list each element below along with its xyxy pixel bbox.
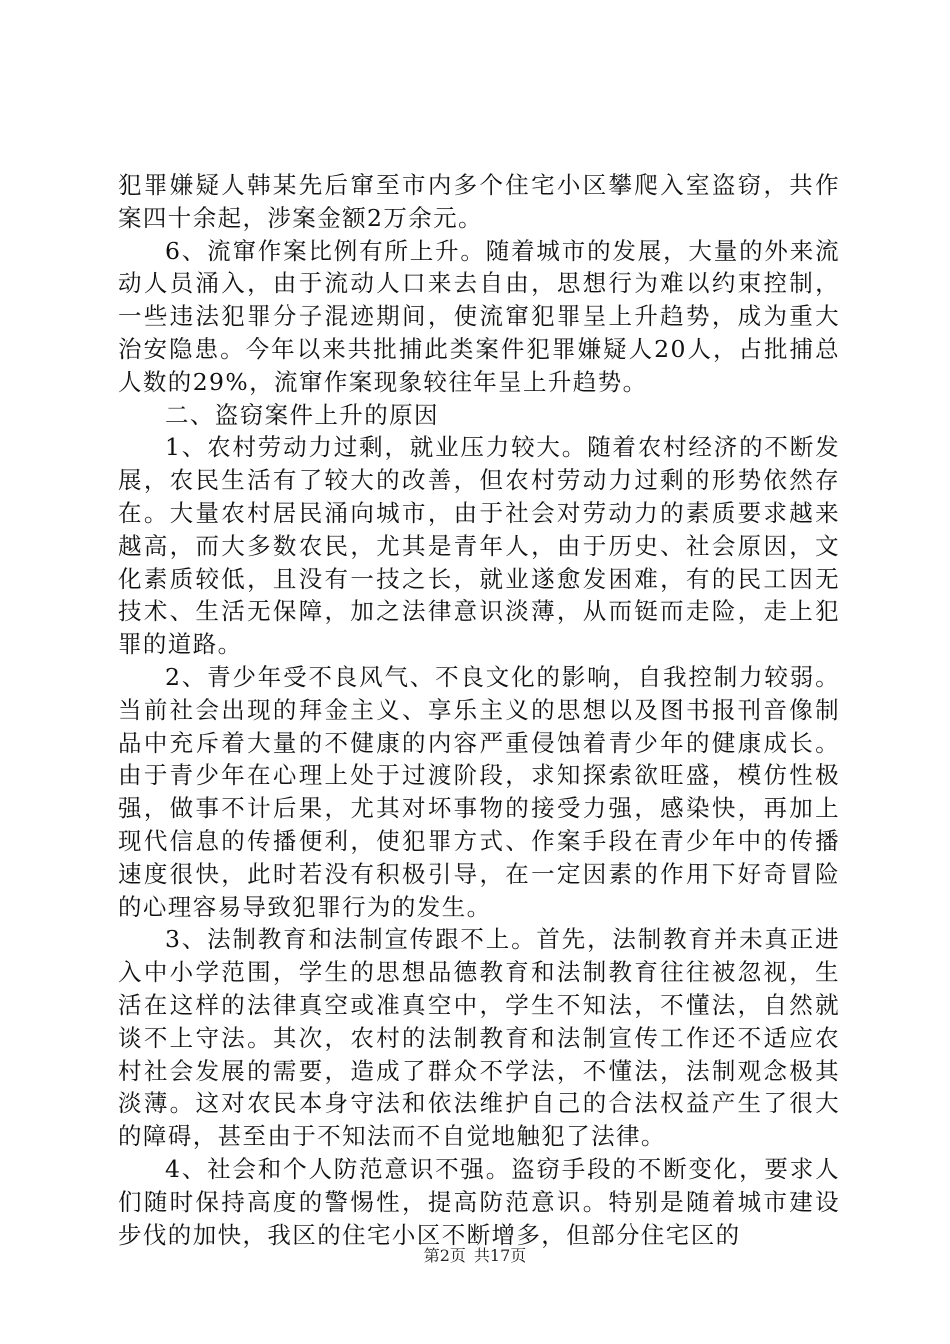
page-footer bbox=[0, 1243, 950, 1266]
paragraph-cause-3: 3、法制教育和法制宣传跟不上。首先，法制教育并未真正进入中小学范围，学生的思想品德教育和法制教育往往被忽视，生活在这样的法律真空或准真空中，学生不知法，不懂法，自然就谈不上守法。其次，农村的法制教育和法制宣传工作还不适应农村社会发展的需要，造成了群众不学法，不懂法，法制观念极其淡薄。这对农民本身守法和依法维护自己的合法权益产生了很大的障碍，甚至由于不知法而不自觉地触犯了法律。 bbox=[118, 925, 840, 1151]
paragraph-item-6: 6、流窜作案比例有所上升。随着城市的发展，大量的外来流动人员涌入，由于流动人口来去自由，思想行为难以约束控制，一些违法犯罪分子混迹期间，使流窜犯罪呈上升趋势，成为重大治安隐患。今年以来共批捕此类案件犯罪嫌疑人20人，占批捕总人数的29%，流窜作案现象较往年呈上升趋势。 bbox=[118, 236, 840, 396]
page-number-total: 共17页 bbox=[473, 1246, 527, 1265]
paragraph-continuation: 犯罪嫌疑人韩某先后窜至市内多个住宅小区攀爬入室盗窃，共作案四十余起，涉案金额2万余元。 bbox=[118, 171, 840, 232]
page-number-current: 第2页 bbox=[423, 1246, 466, 1265]
paragraph-cause-4: 4、社会和个人防范意识不强。盗窃手段的不断变化，要求人们随时保持高度的警惕性，提高防范意识。特别是随着城市建设步伐的加快，我区的住宅小区不断增多，但部分住宅区的 bbox=[118, 1154, 840, 1249]
paragraph-cause-2: 2、青少年受不良风气、不良文化的影响，自我控制力较弱。当前社会出现的拜金主义、享乐主义的思想以及图书报刊音像制品中充斥着大量的不健康的内容严重侵蚀着青少年的健康成长。由于青少年在心理上处于过渡阶段，求知探索欲旺盛，模仿性极强，做事不计后果，尤其对坏事物的接受力强，感染快，再加上现代信息的传播便利，使犯罪方式、作案手段在青少年中的传播速度很快，此时若没有积极引导，在一定因素的作用下好奇冒险的心理容易导致犯罪行为的发生。 bbox=[118, 662, 840, 921]
paragraph-cause-1: 1、农村劳动力过剩，就业压力较大。随着农村经济的不断发展，农民生活有了较大的改善，但农村劳动力过剩的形势依然存在。大量农村居民涌向城市，由于社会对劳动力的素质要求越来越高，而大多数农民，尤其是青年人，由于历史、社会原因，文化素质较低，且没有一技之长，就业遂愈发困难，有的民工因无技术、生活无保障，加之法律意识淡薄，从而铤而走险，走上犯罪的道路。 bbox=[118, 433, 840, 659]
section-heading-causes: 二、盗窃案件上升的原因 bbox=[165, 400, 439, 429]
body-text bbox=[118, 169, 840, 1251]
